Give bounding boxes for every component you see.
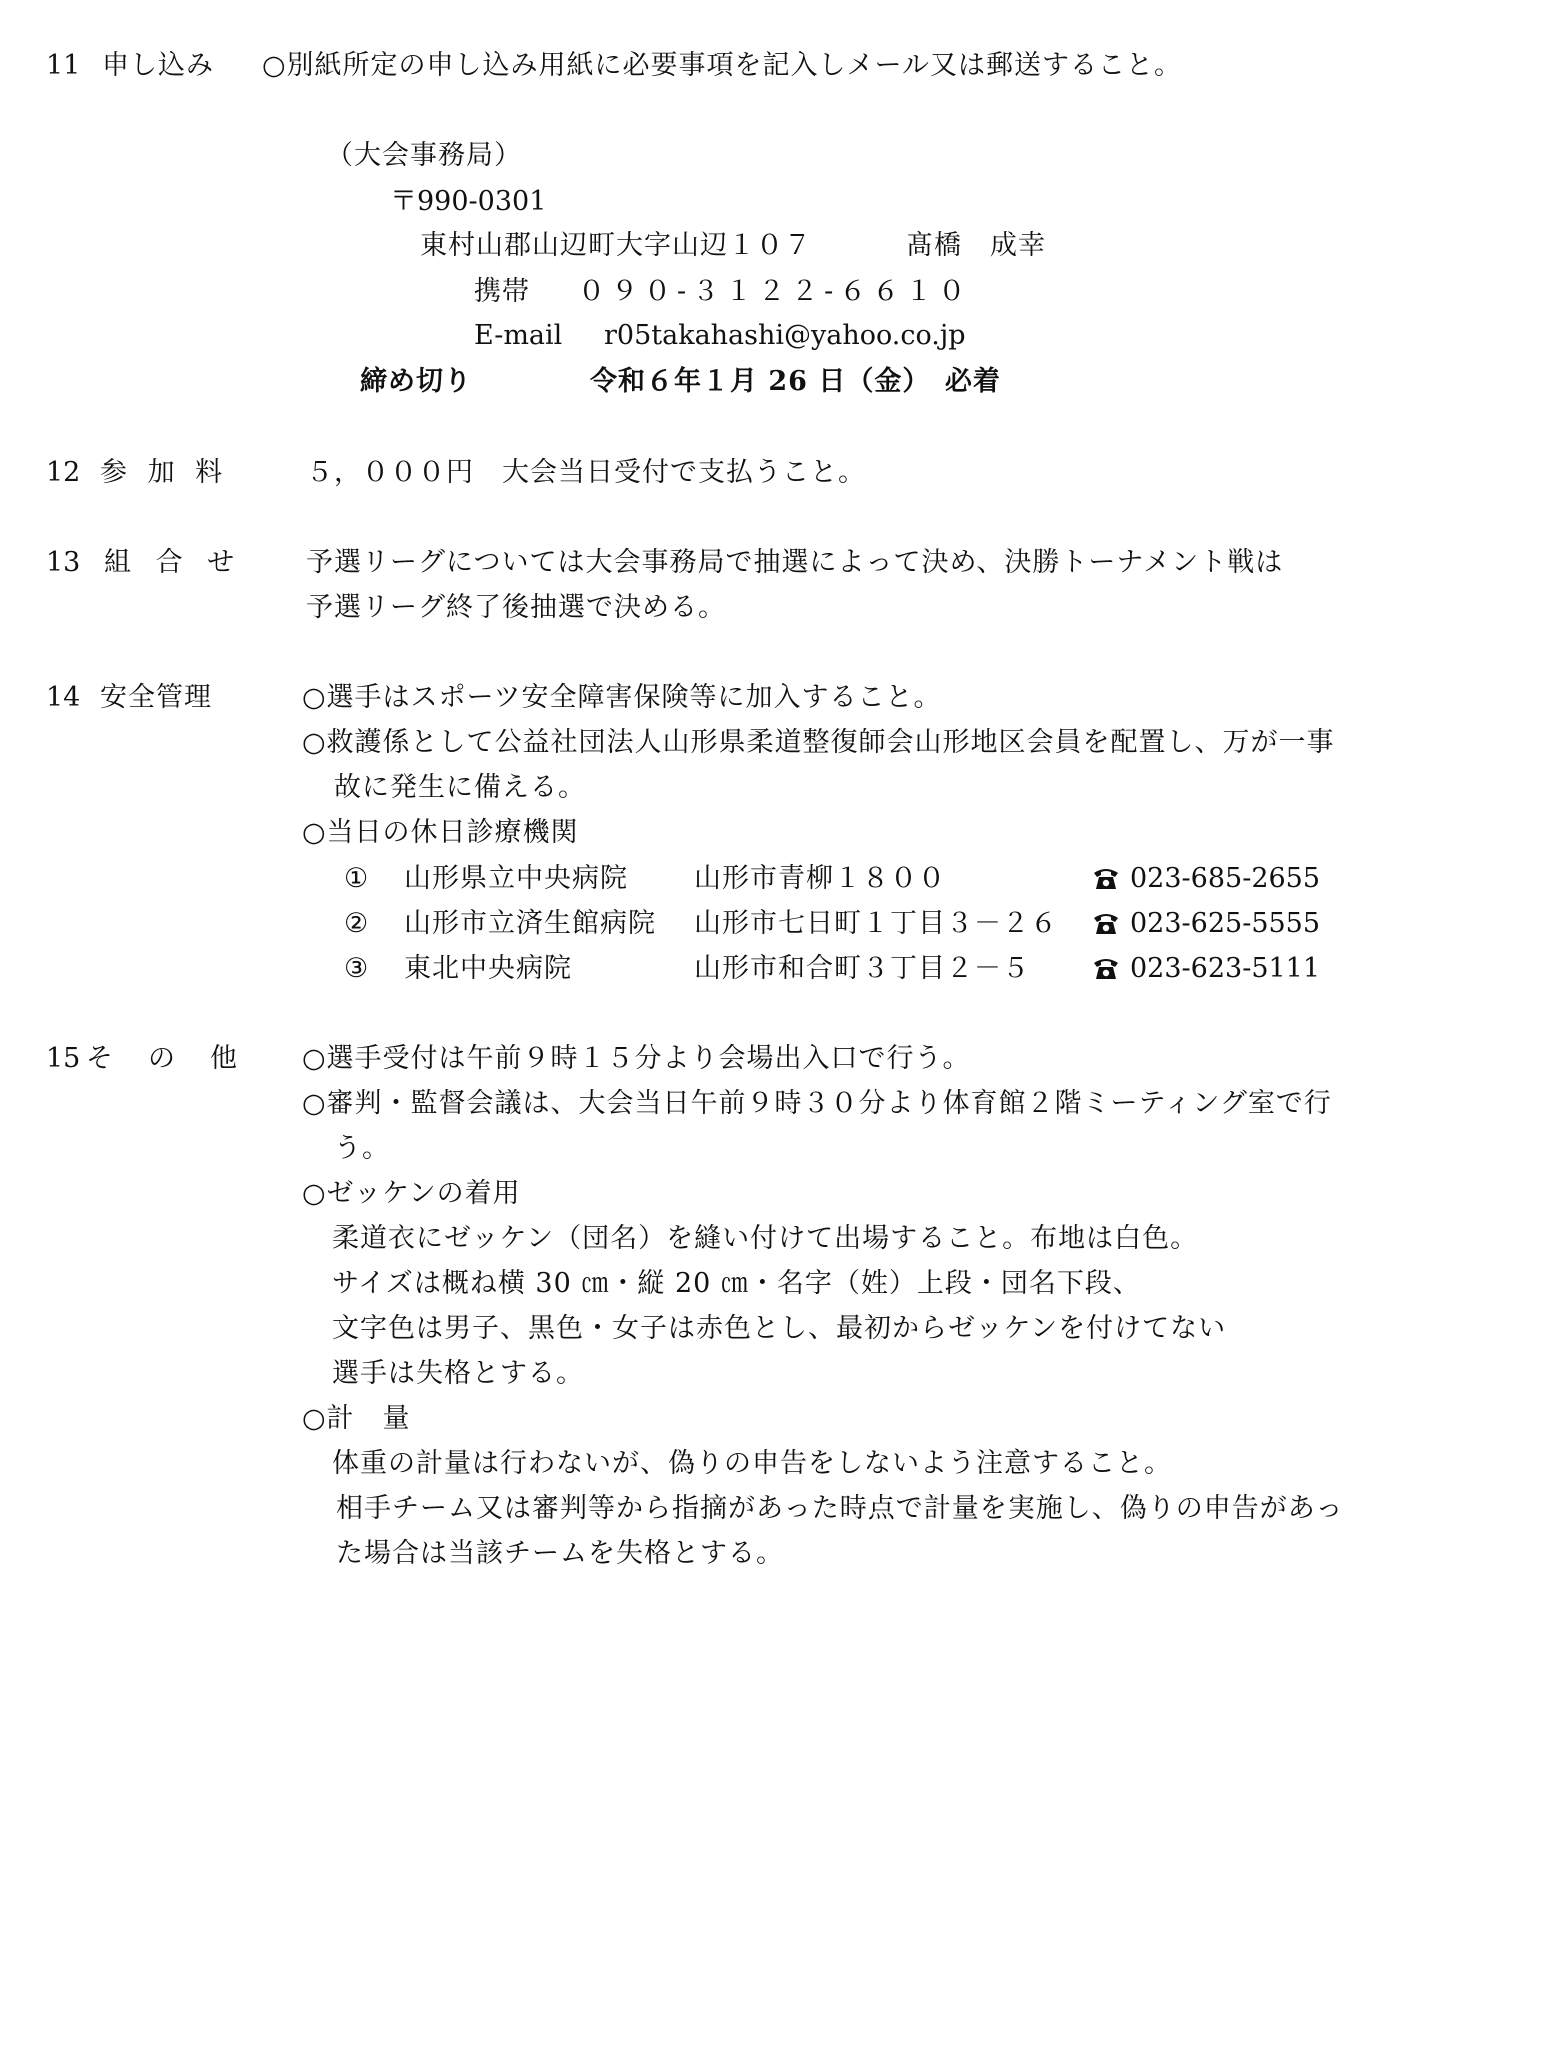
section-11-title: 申し込み xyxy=(102,50,214,81)
section-15-line-9: ○計 量 xyxy=(302,1403,411,1434)
section-15-line-12: た場合は当該チームを失格とする。 xyxy=(336,1538,784,1569)
hospital-2-address: 山形市七日町１丁目３－２６ xyxy=(694,908,1058,939)
hospital-1-tel xyxy=(1092,861,1320,897)
section-13-line-1: 予選リーグについては大会事務局で抽選によって決め、決勝トーナメント戦は xyxy=(306,547,1284,578)
section-14-number: 14 xyxy=(46,682,81,713)
section-15-number: 15 xyxy=(46,1043,81,1074)
hospital-3-tel-number: 023-623-5111 xyxy=(1130,953,1321,984)
section-15-line-4: ○ゼッケンの着用 xyxy=(302,1178,521,1209)
section-15-line-1: ○選手受付は午前９時１５分より会場出入口で行う。 xyxy=(302,1043,971,1074)
hospital-2-name: 山形市立済生館病院 xyxy=(404,908,656,939)
deadline-date: 令和６年１月 26 日（金） 必着 xyxy=(590,366,1001,397)
section-12-title: 参 加 料 xyxy=(100,457,229,488)
hospital-3-name: 東北中央病院 xyxy=(404,953,572,984)
contact-name: 髙橋 成幸 xyxy=(906,230,1046,261)
office-label: （大会事務局） xyxy=(326,140,522,171)
telephone-icon xyxy=(1092,865,1120,891)
email-label: E-mail xyxy=(474,320,563,351)
mobile-label: 携帯 xyxy=(474,276,530,307)
hospital-2-tel-number: 023-625-5555 xyxy=(1130,908,1321,939)
section-13-number: 13 xyxy=(46,547,81,578)
section-15-line-10: 体重の計量は行わないが、偽りの申告をしないよう注意すること。 xyxy=(332,1448,1172,1479)
section-13-title: 組 合 せ xyxy=(104,547,243,578)
hospital-2-mark: ② xyxy=(344,908,370,939)
section-14-line-3: 故に発生に備える。 xyxy=(334,772,586,803)
hospital-3-mark: ③ xyxy=(344,953,370,984)
hospital-3-tel xyxy=(1092,951,1320,987)
section-14-line-2: ○救護係として公益社団法人山形県柔道整復師会山形地区会員を配置し、万が一事 xyxy=(302,727,1335,758)
section-15-line-3: う。 xyxy=(334,1133,390,1164)
section-15-line-8: 選手は失格とする。 xyxy=(332,1358,584,1389)
hospital-2-tel xyxy=(1092,906,1320,942)
section-15-line-6: サイズは概ね横 30 ㎝・縦 20 ㎝・名字（姓）上段・団名下段、 xyxy=(332,1268,1141,1299)
email-address[interactable]: r05takahashi@yahoo.co.jp xyxy=(604,320,966,351)
postal-code: 〒990-0301 xyxy=(390,186,547,217)
section-11-number: 11 xyxy=(46,50,81,81)
section-12-number: 12 xyxy=(46,457,81,488)
hospital-1-name: 山形県立中央病院 xyxy=(404,863,628,894)
section-15-title: そ の 他 xyxy=(86,1043,241,1074)
section-11-body: ○別紙所定の申し込み用紙に必要事項を記入しメール又は郵送すること。 xyxy=(262,50,1183,81)
hospital-1-address: 山形市青柳１８００ xyxy=(694,863,946,894)
mobile-number: ０９０-３１２２-６６１０ xyxy=(578,276,972,307)
hospital-1-mark: ① xyxy=(344,863,370,894)
telephone-icon xyxy=(1092,910,1120,936)
section-13-line-2: 予選リーグ終了後抽選で決める。 xyxy=(306,592,726,623)
section-14-line-1: ○選手はスポーツ安全障害保険等に加入すること。 xyxy=(302,682,942,713)
section-15-line-7: 文字色は男子、黒色・女子は赤色とし、最初からゼッケンを付けてない xyxy=(332,1313,1227,1344)
telephone-icon xyxy=(1092,955,1120,981)
section-15-line-2: ○審判・監督会議は、大会当日午前９時３０分より体育館２階ミーティング室で行 xyxy=(302,1088,1332,1119)
section-12-body: ５，０００円 大会当日受付で支払うこと。 xyxy=(306,457,866,488)
deadline-label: 締め切り xyxy=(360,366,472,397)
hospital-3-address: 山形市和合町３丁目２－５ xyxy=(694,953,1030,984)
office-address: 東村山郡山辺町大字山辺１０７ xyxy=(420,230,812,261)
hospital-1-tel-number: 023-685-2655 xyxy=(1130,863,1321,894)
section-14-line-4: ○当日の休日診療機関 xyxy=(302,817,579,848)
section-15-line-5: 柔道衣にゼッケン（団名）を縫い付けて出場すること。布地は白色。 xyxy=(332,1223,1199,1254)
section-15-line-11: 相手チーム又は審判等から指摘があった時点で計量を実施し、偽りの申告があっ xyxy=(336,1493,1344,1524)
section-14-title: 安全管理 xyxy=(100,682,212,713)
